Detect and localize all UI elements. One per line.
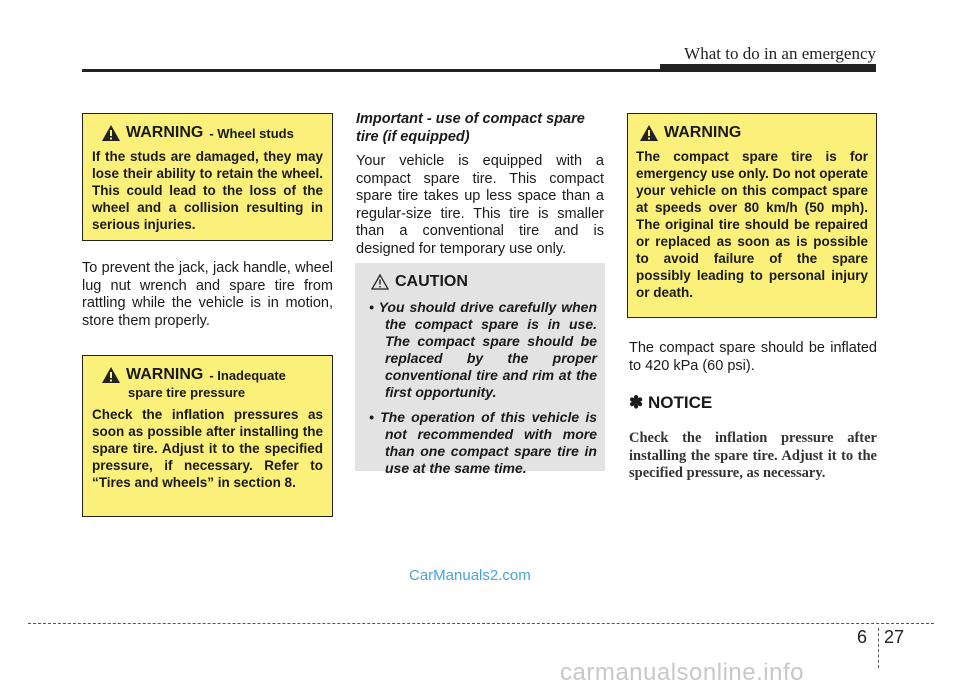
warning-title: WARNING	[126, 124, 204, 141]
store-paragraph: To prevent the jack, jack handle, wheel lug nut wrench and spare tire from rattling while the vehicle is in motion, store them properly.	[82, 260, 333, 329]
warning-triangle-icon	[102, 367, 120, 383]
caution-bullet: • The operation of this vehicle is not recommended with more than one compact spare tire in use at the same time.	[369, 409, 597, 476]
warning-subtitle-line2: spare tire pressure	[128, 385, 246, 400]
warning-body: If the studs are damaged, they may lose their ability to retain the wheel. This could lead to the loss of the wheel and a collision resulting in serious injuries.	[92, 149, 323, 232]
caution-triangle-icon	[371, 274, 389, 290]
page-number-separator	[878, 628, 879, 668]
warning-compact-spare-box	[627, 113, 877, 318]
footer-divider	[28, 623, 934, 624]
inflation-paragraph: The compact spare should be inflated to 420 kPa (60 psi).	[629, 340, 877, 374]
compact-spare-paragraph: Your vehicle is equipped with a compact spare tire. This compact spare tire takes up less space than a regular-size tire. This tire is smaller than a conventional tire and is designed for temporary use only.	[356, 153, 604, 257]
watermark-link[interactable]: CarManuals2.com	[409, 567, 531, 584]
warning-wheel-studs-box	[82, 113, 333, 241]
warning-title: WARNING	[126, 366, 204, 383]
caution-box	[355, 263, 605, 476]
warning-title: WARNING	[664, 124, 742, 141]
footer-site-watermark: carmanualsonline.info	[560, 659, 804, 686]
notice-title: ✽ NOTICE	[629, 393, 713, 412]
notice-body: Check the inflation pressure after installing the spare tire. Adjust it to the specified pressure, as necessary.	[629, 430, 877, 481]
warning-pressure-box	[82, 355, 333, 517]
section-title: What to do in an emergency	[684, 44, 876, 63]
caution-title: CAUTION	[395, 273, 468, 290]
warning-subtitle: - Inadequate	[209, 367, 286, 383]
header-accent-bar	[660, 64, 876, 72]
warning-triangle-icon	[640, 125, 658, 141]
caution-bullet: • You should drive carefully when the compact spare is in use. The compact spare should be replaced by the proper conventional tire and rim at the first opportunity.	[369, 299, 597, 400]
warning-body: Check the inflation pressures as soon as possible after installing the spare tire. Adjust it to the specified pressure, if necessary. Refer to “Tires and wheels” in section 8.	[92, 407, 323, 490]
compact-spare-heading: Important - use of compact spare tire (if equipped)	[356, 111, 585, 145]
warning-triangle-icon	[102, 125, 120, 141]
page-number: 27	[884, 627, 905, 647]
warning-subtitle: - Wheel studs	[209, 125, 294, 141]
chapter-number: 6	[857, 627, 868, 647]
warning-body: The compact spare tire is for emergency use only. Do not operate your vehicle on this compact spare at speeds over 80 km/h (50 mph). The original tire should be repaired or replaced as soon as is possible to avoid failure of the spare possibly leading to personal injury or death.	[636, 149, 868, 300]
